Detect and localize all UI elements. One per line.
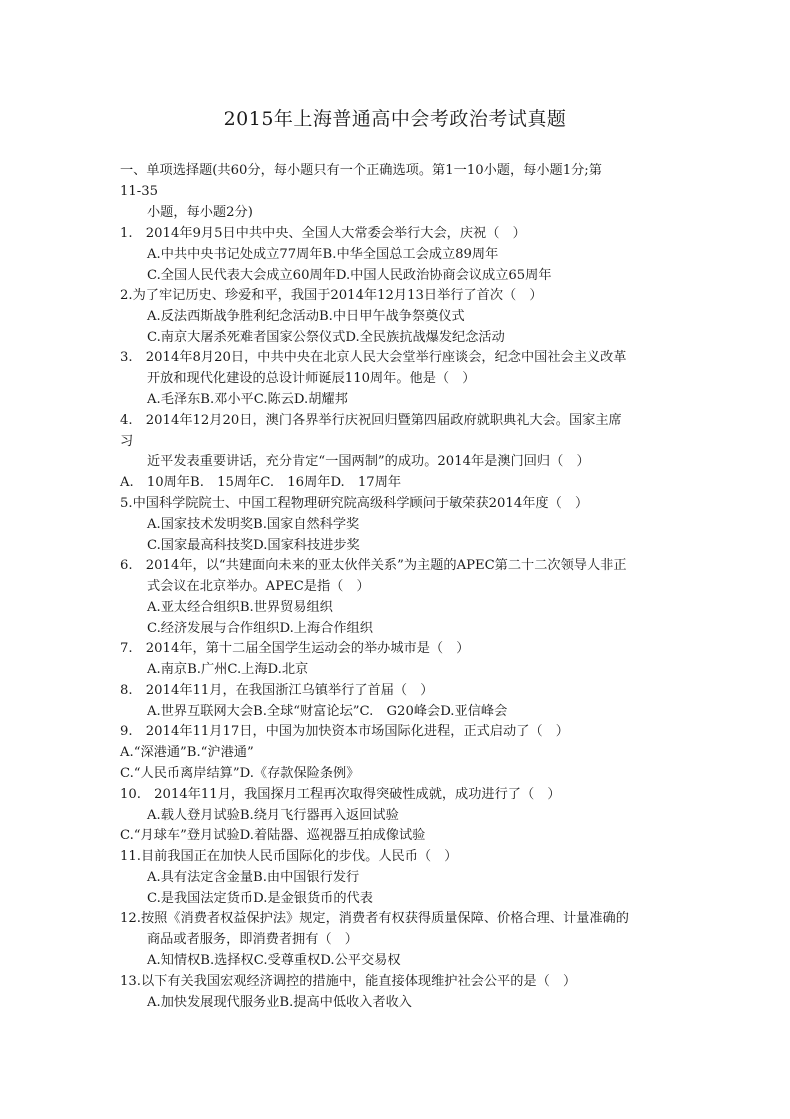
options-line: C.全国人民代表大会成立60周年D.中国人民政治协商会议成立65周年: [147, 268, 552, 283]
question-12-cont: 商品或者服务，即消费者拥有（ ）: [147, 932, 358, 947]
options-line: C.是我国法定货币D.是金银货币的代表: [147, 891, 373, 906]
question-6-cont: 式会议在北京举办。APEC是指（ ）: [147, 579, 370, 594]
options-line: C.“人民币离岸结算”D.《存款保险条例》: [120, 766, 360, 781]
question-3-cont: 开放和现代化建设的总设计师诞辰110周年。他是（ ）: [147, 371, 476, 386]
options-line: C.国家最高科技奖D.国家科技进步奖: [147, 538, 360, 553]
options-line: A.南京B.广州C.上海D.北京: [147, 662, 309, 677]
section-heading-cont: 11-35: [120, 184, 159, 199]
options-line: A. 10周年B. 15周年C. 16周年D. 17周年: [120, 475, 402, 490]
question-8: 8. 2014年11月，在我国浙江乌镇举行了首届（ ）: [120, 683, 434, 698]
section-heading: 一、单项选择题(共60分，每小题只有一个正确选项。第1一10小题，每小题1分;第: [120, 163, 602, 178]
options-line: A.具有法定含金量B.由中国银行发行: [147, 870, 360, 885]
options-line: A.中共中央书记处成立77周年B.中华全国总工会成立89周年: [147, 247, 499, 262]
options-line: C.“月球车”登月试验D.着陆器、巡视器互拍成像试验: [120, 828, 426, 843]
options-line: A.载人登月试验B.绕月飞行器再入返回试验: [147, 808, 399, 823]
options-line: A.知情权B.选择权C.受尊重权D.公平交易权: [147, 953, 401, 968]
question-4-cont: 习: [120, 434, 134, 449]
options-line: A.“深港通”B.“沪港通”: [120, 745, 254, 760]
question-1: 1. 2014年9月5日中共中央、全国人大常委会举行大会，庆祝（ ）: [120, 226, 526, 241]
options-line: A.反法西斯战争胜利纪念活动B.中日甲午战争祭奠仪式: [147, 309, 465, 324]
options-line: A.毛泽东B.邓小平C.陈云D.胡耀邦: [147, 392, 348, 407]
options-line: A.亚太经合组织B.世界贸易组织: [147, 600, 333, 615]
question-9: 9. 2014年11月17日，中国为加快资本市场国际化进程，正式启动了（ ）: [120, 724, 569, 739]
question-12: 12.按照《消费者权益保护法》规定，消费者有权获得质量保障、价格合理、计量准确的: [120, 911, 629, 926]
question-6: 6. 2014年，以“共建面向未来的亚太伙伴关系”为主题的APEC第二十二次领导人非正: [120, 558, 627, 573]
document-title: 2015年上海普通高中会考政治考试真题: [223, 108, 567, 130]
section-heading-cont: 小题，每小题2分): [147, 205, 253, 220]
question-4-cont: 近平发表重要讲话，充分肯定“一国两制”的成功。2014年是澳门回归（ ）: [147, 454, 590, 469]
question-3: 3. 2014年8月20日，中共中央在北京人民大会堂举行座谈会，纪念中国社会主义改革: [120, 350, 627, 365]
options-line: A.加快发展现代服务业B.提高中低收入者收入: [147, 995, 412, 1010]
question-13: 13.以下有关我国宏观经济调控的措施中，能直接体现维护社会公平的是（ ）: [120, 974, 577, 989]
question-4: 4. 2014年12月20日，澳门各界举行庆祝回归暨第四届政府就职典礼大会。国家主席: [120, 413, 622, 428]
options-line: C.南京大屠杀死难者国家公祭仪式D.全民族抗战爆发纪念活动: [147, 330, 505, 345]
question-7: 7. 2014年，第十二届全国学生运动会的举办城市是（ ）: [120, 641, 470, 656]
options-line: C.经济发展与合作组织D.上海合作组织: [147, 621, 373, 636]
question-11: 11.目前我国正在加快人民币国际化的步伐。人民币（ ）: [120, 849, 458, 864]
question-5: 5.中国科学院院士、中国工程物理研究院高级科学顾问于敏荣获2014年度（ ）: [120, 496, 589, 511]
options-line: A.国家技术发明奖B.国家自然科学奖: [147, 517, 360, 532]
question-10: 10. 2014年11月，我国探月工程再次取得突破性成就，成功进行了（ ）: [120, 787, 561, 802]
options-line: A.世界互联网大会B.全球“财富论坛”C. G20峰会D.亚信峰会: [147, 704, 508, 719]
question-2: 2.为了牢记历史、珍爱和平，我国于2014年12月13日举行了首次（ ）: [120, 288, 543, 303]
